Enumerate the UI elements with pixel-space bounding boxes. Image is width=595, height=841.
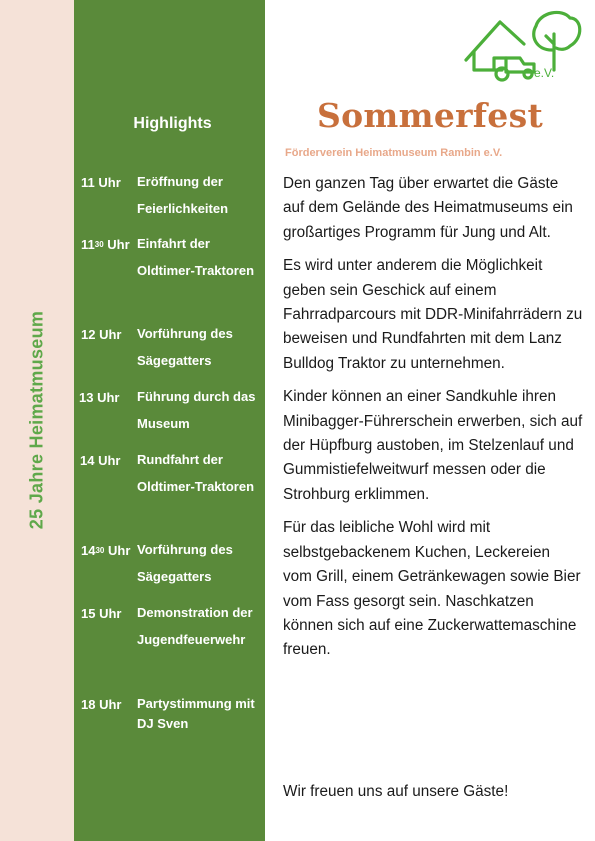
highlights-title: Highlights: [133, 115, 212, 132]
house-tree-tractor-logo-icon: [458, 4, 586, 84]
page-title: Sommerfest: [316, 96, 544, 135]
highlight-time: 14 Uhr: [80, 453, 121, 468]
highlight-time: $14^{30}$ Uhr: [81, 543, 131, 558]
highlight-desc: Führung durch das Museum: [137, 389, 256, 431]
logo-text: e.V.: [534, 66, 555, 80]
highlight-desc: Einfahrt der Oldtimer-Traktoren: [137, 236, 255, 278]
closing-line: Wir freuen uns auf unsere Gäste!: [283, 783, 509, 800]
body-text: [283, 172, 583, 672]
highlight-time: $11^{30}$ Uhr: [81, 237, 130, 252]
organization-subtitle: Förderverein Heimatmuseum Rambin e.V.: [285, 147, 503, 159]
paragraph: Den ganzen Tag über erwartet die Gäste auf dem Gelände des Heimatmuseums ein großartiges Programm für Jung und Alt.: [283, 175, 573, 241]
highlight-desc: Eröffnung der Feierlichkeiten: [137, 174, 229, 216]
side-strip: [0, 0, 74, 841]
paragraph: Kinder können an einer Sandkuhle ihren Minibagger-Führerschein erwerben, sich auf der Hüpfburg austoben, im Stelzenlauf und Gummistiefelweitwurf messen oder die Strohburg erklimmen.: [283, 388, 583, 503]
highlight-desc: Demonstration der Jugendfeuerwehr: [137, 605, 253, 647]
highlight-time: 13 Uhr: [79, 390, 120, 405]
side-title: 25 Jahre Heimatmuseum: [26, 310, 47, 530]
highlight-desc: Vorführung des Sägegatters: [137, 326, 233, 368]
highlight-time: 12 Uhr: [81, 327, 122, 342]
paragraph: Für das leibliche Wohl wird mit selbstgebackenem Kuchen, Leckereien vom Grill, einem Getränkewagen sowie Bier vom Fass gesorgt sein. Naschkatzen können sich auf eine Zuckerwattemaschine freuen.: [283, 519, 581, 659]
highlights-panel: [74, 0, 265, 841]
paragraph: Es wird unter anderem die Möglichkeit geben sein Geschick auf einem Fahrradparcours mit DDR-Minifahrrädern zu beweisen und Rundfahrten mit dem Lanz Bulldog Traktor zu unternehmen.: [283, 257, 583, 372]
highlight-desc: Vorführung des Sägegatters: [137, 542, 233, 584]
highlight-desc: Partystimmung mit DJ Sven: [137, 696, 255, 731]
highlight-desc: Rundfahrt der Oldtimer-Traktoren: [137, 452, 255, 494]
highlight-time: 11 Uhr: [81, 175, 121, 190]
highlight-time: 15 Uhr: [81, 606, 122, 621]
highlight-time: 18 Uhr: [81, 697, 122, 712]
